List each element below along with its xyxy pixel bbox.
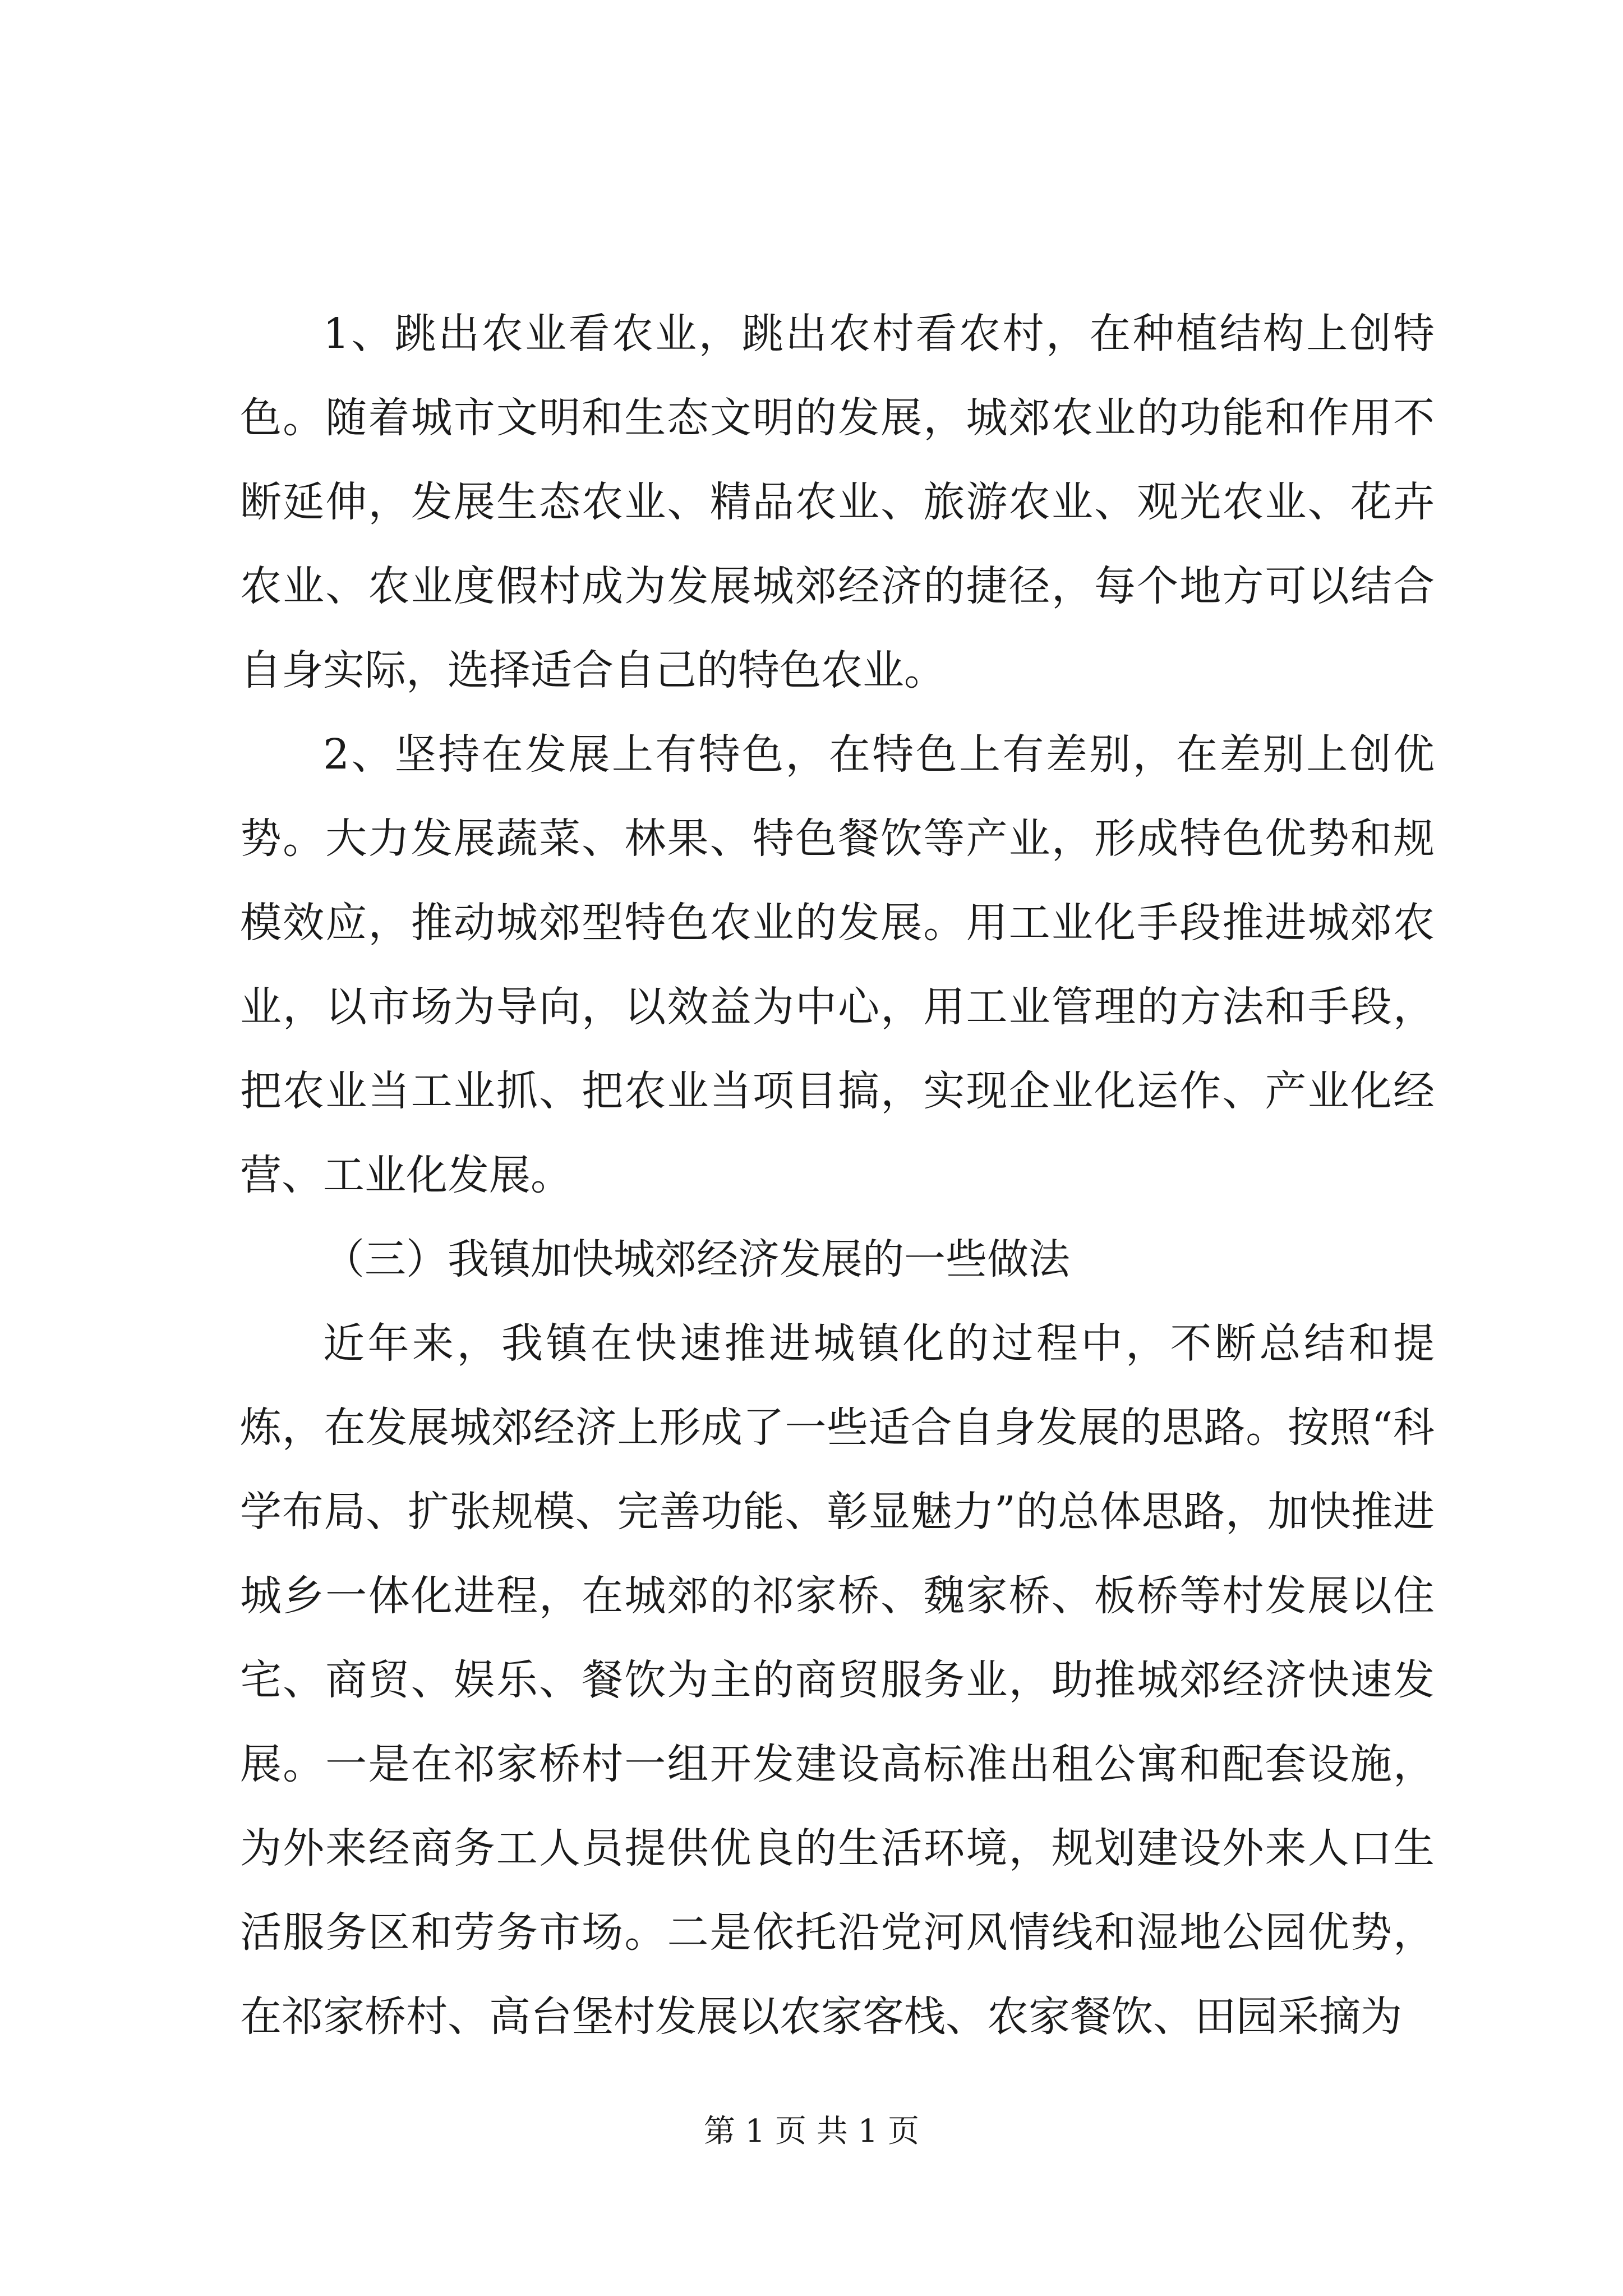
section-heading: （三）我镇加快城郊经济发展的一些做法 (323, 1235, 1070, 1283)
paragraph-1: 1、跳出农业看农业，跳出农村看农村，在种植结构上创特色。随着城市文明和生态文明的发展，城郊农业的功能和作用不断延伸，发展生态农业、精品农业、旅游农业、观光农业、花卉农业、农业度假村成为发展城郊经济的捷径，每个地方可以结合自身实际，选择适合自己的特色农业。 (240, 310, 1435, 694)
paragraph-2: 2、坚持在发展上有特色，在特色上有差别，在差别上创优势。大力发展蔬菜、林果、特色餐饮等产业，形成特色优势和规模效应，推动城郊型特色农业的发展。用工业化手段推进城郊农业，以市场为导向，以效益为中心，用工业管理的方法和手段，把农业当工业抓、把农业当项目搞，实现企业化运作、产业化经营、工业化发展。 (240, 730, 1435, 1199)
document-body (240, 292, 1435, 2059)
page-footer: 第 1 页 共 1 页 (703, 2113, 920, 2150)
paragraph-3: 近年来，我镇在快速推进城镇化的过程中，不断总结和提炼，在发展城郊经济上形成了一些适合自身发展的思路。按照“科学布局、扩张规模、完善功能、彰显魅力”的总体思路，加快推进城乡一体化进程，在城郊的祁家桥、魏家桥、板桥等村发展以住宅、商贸、娱乐、餐饮为主的商贸服务业，助推城郊经济快速发展。一是在祁家桥村一组开发建设高标准出租公寓和配套设施，为外来经商务工人员提供优良的生活环境，规划建设外来人口生活服务区和劳务市场。二是依托沿党河风情线和湿地公园优势，在祁家桥村、高台堡村发展以农家客栈、农家餐饮、田园采摘为 (240, 1319, 1435, 2041)
